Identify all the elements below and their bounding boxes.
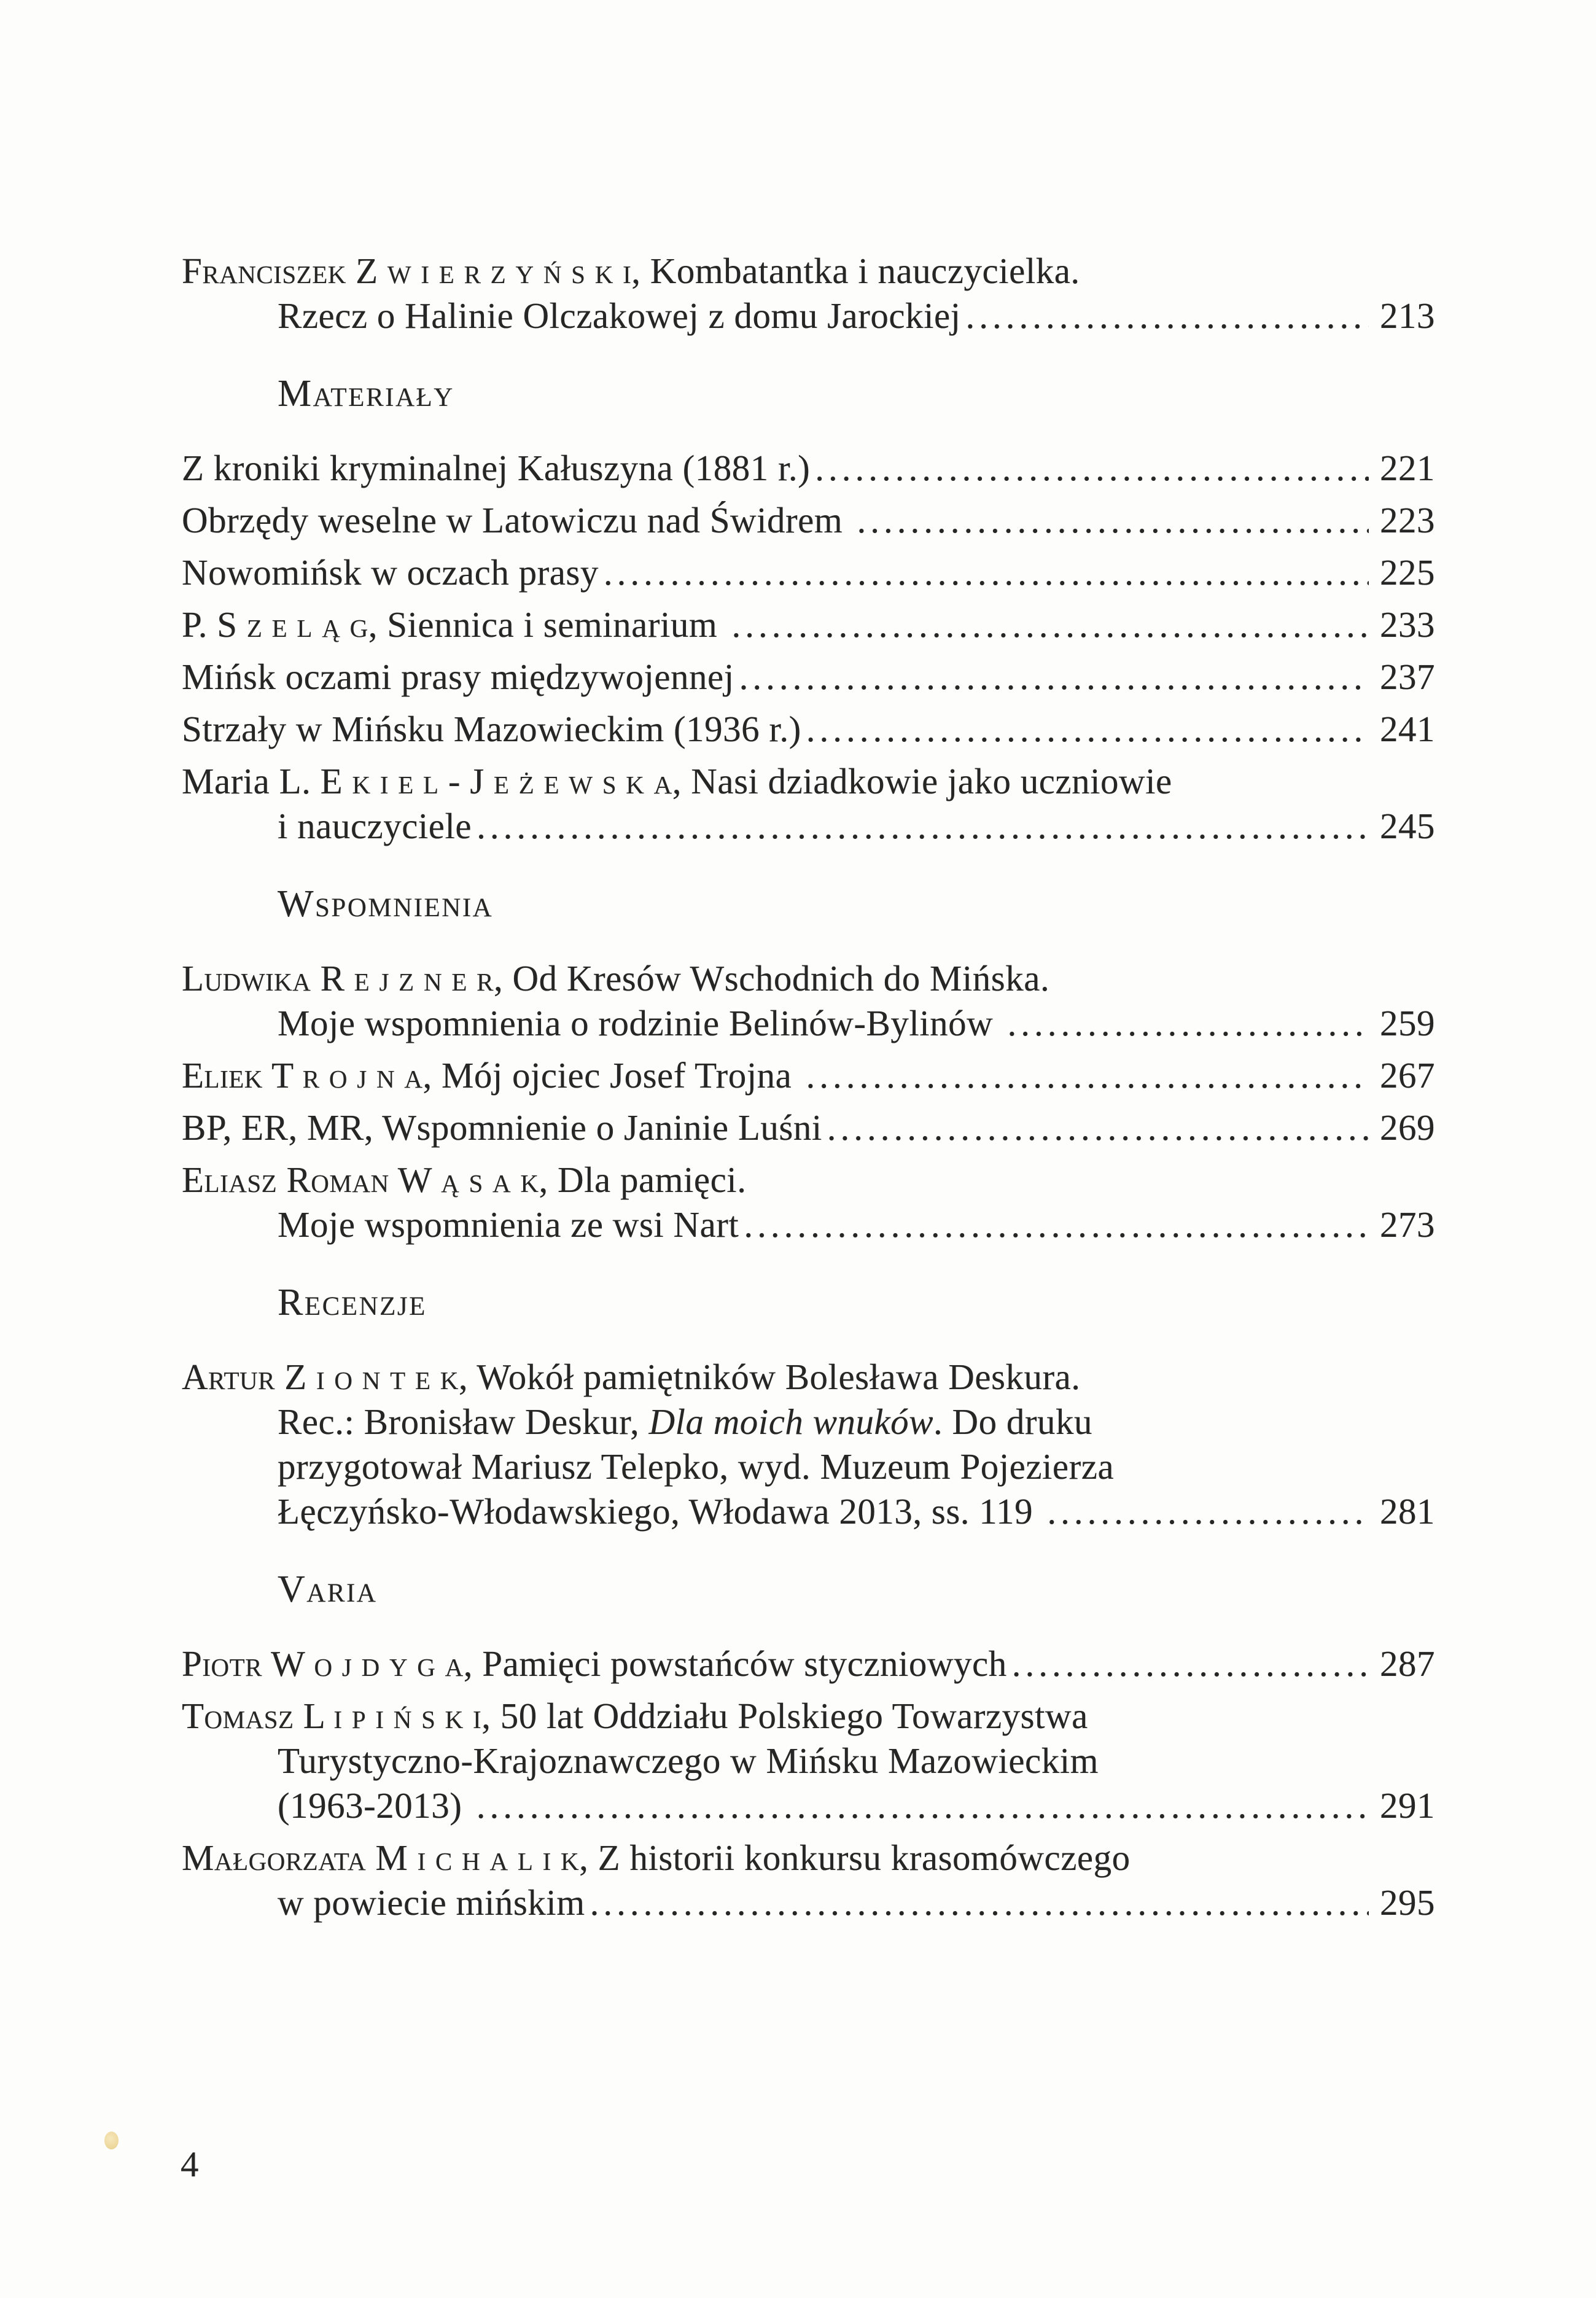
dot-leader [815, 446, 1369, 491]
toc-line [182, 249, 1435, 294]
page-ref: 245 [1380, 806, 1435, 846]
toc-line [182, 804, 1435, 849]
dot-leader [477, 1783, 1369, 1828]
section-heading: Recenzje [278, 1282, 427, 1323]
toc-line [182, 956, 1435, 1001]
toc-line [182, 1880, 1435, 1925]
toc-entry [182, 602, 1435, 647]
section-heading: Varia [278, 1568, 378, 1610]
title-text: Rzecz o Halinie Olczakowej z domu Jarockiej [278, 295, 961, 336]
dot-leader [806, 707, 1369, 752]
title-text: , Wokół pamiętników Bolesława Deskura. [458, 1357, 1081, 1397]
author-name: Małgorzata M i c h a l i k [182, 1837, 580, 1878]
page-ref: 281 [1380, 1491, 1435, 1532]
toc-entry [182, 707, 1435, 752]
toc-line [182, 1202, 1435, 1247]
toc-entry [182, 249, 1435, 338]
toc-line [182, 1105, 1435, 1150]
toc-line [182, 1355, 1435, 1400]
toc-line [182, 1400, 1435, 1444]
title-text: Łęczyńsko-Włodawskiego, Włodawa 2013, ss. 119 [278, 1491, 1043, 1532]
author-name: E k i e l - J e ż e w s k a [320, 761, 672, 801]
toc-line [182, 446, 1435, 491]
page-ref: 221 [1380, 448, 1435, 488]
toc-entry [182, 1105, 1435, 1150]
toc-line [182, 1053, 1435, 1098]
dot-leader [806, 1053, 1369, 1098]
toc-entry [182, 1158, 1435, 1247]
dot-leader [604, 550, 1369, 595]
title-text: i nauczyciele [278, 806, 472, 846]
dot-leader [857, 498, 1369, 543]
toc-line [182, 1836, 1435, 1880]
dot-leader [744, 1202, 1369, 1247]
section-heading: Materiały [278, 373, 454, 415]
toc-line [182, 1642, 1435, 1686]
toc-entry [182, 498, 1435, 543]
page-ref: 259 [1380, 1003, 1435, 1043]
title-text: Nowomińsk w oczach prasy [182, 552, 599, 593]
toc-line [182, 1444, 1435, 1489]
title-text: Turystyczno-Krajoznawczego w Mińsku Mazowieckim [278, 1740, 1099, 1781]
page-ref: 241 [1380, 709, 1435, 749]
toc-line [182, 1489, 1435, 1534]
toc-section-recenzje [182, 1280, 1435, 1534]
author-prefix: Maria L. [182, 761, 321, 801]
page-ref: 291 [1380, 1785, 1435, 1826]
toc-section-wspomnienia [182, 882, 1435, 1247]
toc-line [182, 1739, 1435, 1783]
page-ref: 273 [1380, 1204, 1435, 1245]
dot-leader [739, 655, 1369, 699]
title-text: , Mój ojciec Josef Trojna [422, 1055, 801, 1096]
page-ref: 237 [1380, 656, 1435, 697]
toc-line [182, 1001, 1435, 1046]
author-name: P. S z e l ą g [182, 604, 368, 645]
page-ref: 223 [1380, 500, 1435, 540]
toc-entry [182, 1355, 1435, 1534]
toc-line [182, 294, 1435, 338]
author-name: Eliek T r o j n a [182, 1055, 423, 1096]
section-heading: Wspomnienia [278, 883, 494, 925]
title-text: Rec.: Bronisław Deskur, [278, 1401, 649, 1442]
title-text: , Dla pamięci. [539, 1159, 747, 1200]
dot-leader [1047, 1489, 1369, 1534]
title-text: . Do druku [933, 1401, 1093, 1442]
page-ref: 269 [1380, 1107, 1435, 1148]
toc-line [182, 707, 1435, 752]
toc-entry [182, 1836, 1435, 1925]
title-text: , Od Kresów Wschodnich do Mińska. [493, 958, 1050, 999]
toc-line [182, 550, 1435, 595]
title-text: Z kroniki kryminalnej Kałuszyna (1881 r.) [182, 448, 811, 488]
toc-line [182, 602, 1435, 647]
page-ref: 295 [1380, 1882, 1435, 1923]
toc-entry [182, 655, 1435, 699]
toc-section-intro [182, 249, 1435, 338]
toc-line [182, 759, 1435, 804]
author-name: Eliasz Roman W ą s a k [182, 1159, 539, 1200]
book-title-italic: Dla moich wnuków [648, 1401, 934, 1442]
author-name: Franciszek Z w i e r z y ń s k i [182, 251, 632, 291]
title-text: , Kombatantka i nauczycielka. [631, 251, 1080, 291]
title-text: Moje wspomnienia o rodzinie Belinów-Bylinów [278, 1003, 1003, 1043]
title-text: w powiecie mińskim [278, 1882, 585, 1923]
title-text: (1963-2013) [278, 1785, 472, 1826]
toc-entry [182, 759, 1435, 849]
title-text: , Z historii konkursu krasomówczego [579, 1837, 1131, 1878]
toc-line [182, 1783, 1435, 1828]
dot-leader [827, 1105, 1369, 1150]
title-text: , Siennica i seminarium [368, 604, 727, 645]
toc-entry [182, 956, 1435, 1046]
title-text: Strzały w Mińsku Mazowieckim (1936 r.) [182, 709, 801, 749]
dot-leader [590, 1880, 1369, 1925]
author-name: Tomasz L i p i ń s k i [182, 1696, 482, 1736]
page-ref: 213 [1380, 295, 1435, 336]
page-ref: 287 [1380, 1643, 1435, 1684]
toc-entry [182, 550, 1435, 595]
page-ref: 233 [1380, 604, 1435, 645]
toc-entry [182, 1053, 1435, 1098]
title-text: , Nasi dziadkowie jako uczniowie [672, 761, 1172, 801]
title-text: przygotował Mariusz Telepko, wyd. Muzeum Pojezierza [278, 1446, 1115, 1487]
author-name: Ludwika R e j z n e r [182, 958, 494, 999]
title-text: , 50 lat Oddziału Polskiego Towarzystwa [481, 1696, 1088, 1736]
toc-line [182, 498, 1435, 543]
toc-line [182, 655, 1435, 699]
title-text: Obrzędy weselne w Latowiczu nad Świdrem [182, 500, 852, 540]
dot-leader [477, 804, 1369, 849]
dot-leader [1008, 1001, 1369, 1046]
page-ref: 267 [1380, 1055, 1435, 1096]
toc-line [182, 1694, 1435, 1739]
dot-leader [1012, 1642, 1369, 1686]
dot-leader [966, 294, 1369, 338]
page-ref: 225 [1380, 552, 1435, 593]
toc-line [182, 1158, 1435, 1202]
author-name: Artur Z i o n t e k [182, 1357, 459, 1397]
toc-entry [182, 1694, 1435, 1828]
dot-leader [732, 602, 1369, 647]
title-text: , Pamięci powstańców styczniowych [463, 1643, 1007, 1684]
title-text: Moje wspomnienia ze wsi Nart [278, 1204, 739, 1245]
toc-section-materialy [182, 372, 1435, 849]
author-name: Piotr W o j d y g a [182, 1643, 464, 1684]
title-text: Mińsk oczami prasy międzywojennej [182, 656, 734, 697]
page-number: 4 [181, 2144, 199, 2184]
toc-section-varia [182, 1567, 1435, 1925]
title-text: BP, ER, MR, Wspomnienie o Janinie Luśni [182, 1107, 822, 1148]
toc-entry [182, 446, 1435, 491]
toc-entry [182, 1642, 1435, 1686]
table-of-contents [182, 249, 1435, 1925]
scan-artifact-dot [104, 2132, 119, 2149]
